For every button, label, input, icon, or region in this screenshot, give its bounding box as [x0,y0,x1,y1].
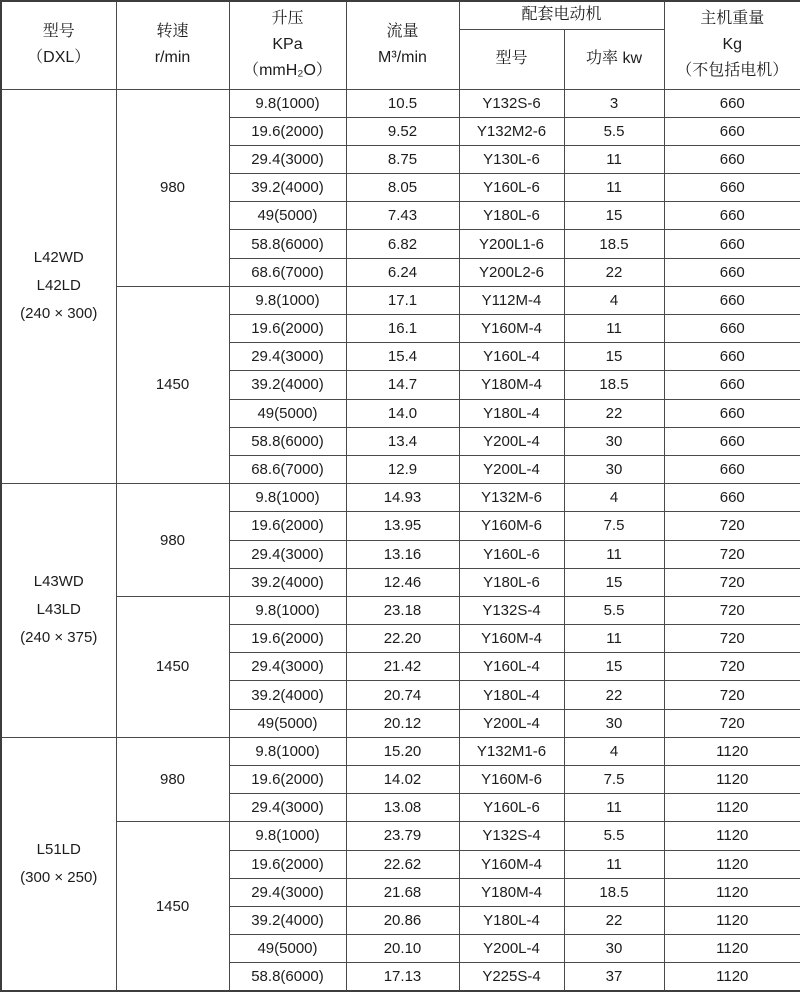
motor-model-cell: Y180L-4 [459,906,564,934]
flow-cell: 7.43 [346,202,459,230]
model-cell-line: L42WD [33,249,84,267]
pressure-cell: 19.6(2000) [229,512,346,540]
weight-cell: 720 [664,596,800,624]
speed-cell: 1450 [116,596,229,737]
pressure-cell: 19.6(2000) [229,850,346,878]
table-row [1,89,800,117]
motor-model-cell: Y200L-4 [459,709,564,737]
flow-cell: 15.20 [346,737,459,765]
motor-model-cell: Y180L-6 [459,568,564,596]
weight-cell: 1120 [664,822,800,850]
weight-cell: 660 [664,230,800,258]
flow-cell: 13.95 [346,512,459,540]
col-header-model-line2: （DXL） [27,49,91,67]
motor-model-cell: Y160L-4 [459,653,564,681]
pressure-cell: 9.8(1000) [229,737,346,765]
model-cell [1,484,116,738]
speed-cell: 980 [116,484,229,597]
table-body [1,89,800,991]
power-cell: 11 [564,174,664,202]
col-header-flow-line1: 流量 [386,23,419,41]
flow-cell: 15.4 [346,343,459,371]
weight-cell: 720 [664,653,800,681]
flow-cell: 20.10 [346,935,459,963]
weight-cell: 720 [664,540,800,568]
pressure-cell: 19.6(2000) [229,117,346,145]
power-cell: 5.5 [564,822,664,850]
power-cell: 37 [564,963,664,991]
flow-cell: 22.62 [346,850,459,878]
power-cell: 11 [564,315,664,343]
flow-cell: 8.05 [346,174,459,202]
motor-model-cell: Y132S-4 [459,596,564,624]
flow-cell: 8.75 [346,145,459,173]
power-cell: 3 [564,89,664,117]
motor-model-cell: Y160L-6 [459,174,564,202]
pressure-cell: 9.8(1000) [229,596,346,624]
motor-model-cell: Y200L-4 [459,455,564,483]
pressure-cell: 9.8(1000) [229,484,346,512]
motor-model-cell: Y160L-6 [459,794,564,822]
motor-model-cell: Y180L-6 [459,202,564,230]
motor-model-cell: Y132S-4 [459,822,564,850]
power-cell: 22 [564,258,664,286]
pressure-cell: 49(5000) [229,202,346,230]
pressure-cell: 49(5000) [229,709,346,737]
pressure-cell: 49(5000) [229,935,346,963]
weight-cell: 1120 [664,878,800,906]
power-cell: 5.5 [564,596,664,624]
flow-cell: 9.52 [346,117,459,145]
table-row [1,737,800,765]
motor-model-cell: Y160M-4 [459,315,564,343]
power-cell: 7.5 [564,766,664,794]
table-header [1,1,800,89]
motor-model-cell: Y200L2-6 [459,258,564,286]
power-cell: 15 [564,568,664,596]
pressure-cell: 29.4(3000) [229,145,346,173]
col-header-pressure-line1: 升压 [271,10,304,28]
col-header-pressure-line2: KPa [272,36,303,54]
flow-cell: 20.86 [346,906,459,934]
col-header-motor-group: 配套电动机 [459,1,664,29]
pressure-cell: 39.2(4000) [229,906,346,934]
table-row [1,484,800,512]
motor-model-cell: Y200L1-6 [459,230,564,258]
power-cell: 11 [564,625,664,653]
pressure-cell: 58.8(6000) [229,230,346,258]
model-cell-line: L51LD [36,840,81,858]
flow-cell: 12.46 [346,568,459,596]
weight-cell: 660 [664,89,800,117]
power-cell: 15 [564,202,664,230]
power-cell: 30 [564,935,664,963]
motor-model-cell: Y200L-4 [459,935,564,963]
motor-model-cell: Y160L-4 [459,343,564,371]
model-cell-line: L43WD [33,573,84,591]
weight-cell: 660 [664,258,800,286]
motor-model-cell: Y180M-4 [459,371,564,399]
pressure-cell: 68.6(7000) [229,258,346,286]
col-header-motor-power: 功率 kw [564,29,664,89]
model-cell-line: L43LD [36,601,81,619]
col-header-flow [346,1,459,89]
col-header-speed-line2: r/min [154,49,191,67]
col-header-weight [664,1,800,89]
weight-cell: 660 [664,427,800,455]
power-cell: 4 [564,484,664,512]
weight-cell: 1120 [664,906,800,934]
weight-cell: 720 [664,512,800,540]
weight-cell: 660 [664,145,800,173]
power-cell: 7.5 [564,512,664,540]
weight-cell: 660 [664,399,800,427]
weight-cell: 1120 [664,963,800,991]
flow-cell: 14.93 [346,484,459,512]
motor-model-cell: Y160M-6 [459,766,564,794]
weight-cell: 660 [664,371,800,399]
power-cell: 22 [564,906,664,934]
pressure-cell: 19.6(2000) [229,625,346,653]
flow-cell: 20.74 [346,681,459,709]
flow-cell: 23.79 [346,822,459,850]
weight-cell: 720 [664,625,800,653]
motor-model-cell: Y180L-4 [459,681,564,709]
flow-cell: 13.4 [346,427,459,455]
flow-cell: 12.9 [346,455,459,483]
speed-cell: 980 [116,89,229,286]
power-cell: 11 [564,540,664,568]
weight-cell: 660 [664,117,800,145]
motor-model-cell: Y132M1-6 [459,737,564,765]
flow-cell: 14.02 [346,766,459,794]
weight-cell: 1120 [664,794,800,822]
flow-cell: 17.1 [346,286,459,314]
speed-cell: 1450 [116,286,229,483]
table-row [1,596,800,624]
weight-cell: 720 [664,568,800,596]
pressure-cell: 19.6(2000) [229,766,346,794]
col-header-speed [116,1,229,89]
model-cell-line: (240 × 300) [20,305,98,323]
motor-model-cell: Y160M-4 [459,625,564,653]
speed-cell: 980 [116,737,229,822]
weight-cell: 660 [664,286,800,314]
table-row [1,286,800,314]
weight-cell: 720 [664,681,800,709]
power-cell: 18.5 [564,371,664,399]
power-cell: 30 [564,709,664,737]
power-cell: 22 [564,399,664,427]
power-cell: 15 [564,343,664,371]
motor-model-cell: Y180M-4 [459,878,564,906]
weight-cell: 1120 [664,737,800,765]
motor-model-cell: Y160M-4 [459,850,564,878]
pressure-cell: 29.4(3000) [229,794,346,822]
weight-cell: 660 [664,202,800,230]
power-cell: 30 [564,455,664,483]
flow-cell: 21.68 [346,878,459,906]
weight-cell: 1120 [664,935,800,963]
flow-cell: 6.82 [346,230,459,258]
motor-model-cell: Y160M-6 [459,512,564,540]
model-cell [1,737,116,991]
col-header-model-line1: 型号 [42,23,75,41]
pressure-cell: 58.8(6000) [229,963,346,991]
flow-cell: 17.13 [346,963,459,991]
power-cell: 11 [564,145,664,173]
pressure-cell: 9.8(1000) [229,822,346,850]
weight-cell: 1120 [664,850,800,878]
motor-model-cell: Y180L-4 [459,399,564,427]
col-header-speed-line1: 转速 [156,23,189,41]
table-row [1,822,800,850]
flow-cell: 6.24 [346,258,459,286]
power-cell: 11 [564,850,664,878]
pressure-cell: 9.8(1000) [229,286,346,314]
pressure-cell: 39.2(4000) [229,568,346,596]
motor-model-cell: Y160L-6 [459,540,564,568]
col-header-pressure [229,1,346,89]
weight-cell: 660 [664,455,800,483]
motor-model-cell: Y132M2-6 [459,117,564,145]
flow-cell: 14.0 [346,399,459,427]
flow-cell: 21.42 [346,653,459,681]
pressure-cell: 19.6(2000) [229,315,346,343]
pressure-cell: 29.4(3000) [229,343,346,371]
col-header-weight-line3: （不包括电机） [676,62,789,80]
motor-model-cell: Y225S-4 [459,963,564,991]
flow-cell: 20.12 [346,709,459,737]
power-cell: 4 [564,286,664,314]
col-header-weight-line1: 主机重量 [700,10,765,28]
pressure-cell: 9.8(1000) [229,89,346,117]
model-cell [1,89,116,484]
pressure-cell: 58.8(6000) [229,427,346,455]
weight-cell: 720 [664,709,800,737]
power-cell: 18.5 [564,230,664,258]
pressure-cell: 39.2(4000) [229,681,346,709]
weight-cell: 660 [664,174,800,202]
flow-cell: 23.18 [346,596,459,624]
power-cell: 11 [564,794,664,822]
pressure-cell: 68.6(7000) [229,455,346,483]
power-cell: 15 [564,653,664,681]
power-cell: 4 [564,737,664,765]
pressure-cell: 49(5000) [229,399,346,427]
pressure-cell: 29.4(3000) [229,653,346,681]
col-header-flow-line2: M³/min [378,49,427,67]
weight-cell: 660 [664,484,800,512]
pressure-cell: 29.4(3000) [229,878,346,906]
power-cell: 22 [564,681,664,709]
model-cell-line: (300 × 250) [20,868,98,886]
col-header-model [1,1,116,89]
col-header-weight-line2: Kg [722,36,743,54]
speed-cell: 1450 [116,822,229,991]
model-cell-line: (240 × 375) [20,629,98,647]
pressure-cell: 29.4(3000) [229,540,346,568]
flow-cell: 14.7 [346,371,459,399]
flow-cell: 22.20 [346,625,459,653]
weight-cell: 1120 [664,766,800,794]
pressure-cell: 39.2(4000) [229,174,346,202]
power-cell: 5.5 [564,117,664,145]
flow-cell: 13.08 [346,794,459,822]
motor-model-cell: Y130L-6 [459,145,564,173]
motor-model-cell: Y132S-6 [459,89,564,117]
motor-model-cell: Y112M-4 [459,286,564,314]
power-cell: 30 [564,427,664,455]
power-cell: 18.5 [564,878,664,906]
pressure-cell: 39.2(4000) [229,371,346,399]
motor-model-cell: Y200L-4 [459,427,564,455]
flow-cell: 10.5 [346,89,459,117]
flow-cell: 13.16 [346,540,459,568]
weight-cell: 660 [664,315,800,343]
flow-cell: 16.1 [346,315,459,343]
col-header-pressure-line3: （mmH₂O） [243,62,332,80]
model-cell-line: L42LD [36,277,81,295]
weight-cell: 660 [664,343,800,371]
motor-model-cell: Y132M-6 [459,484,564,512]
col-header-motor-model: 型号 [459,29,564,89]
